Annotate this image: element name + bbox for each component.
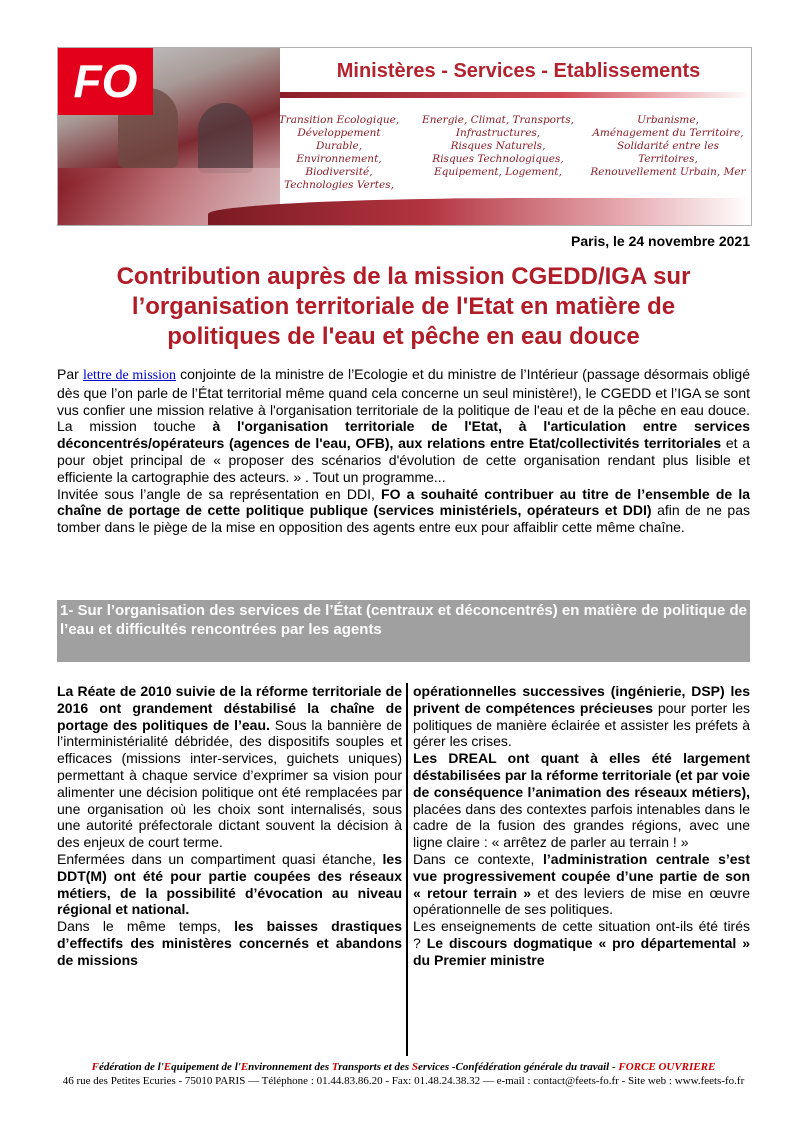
right-paragraph-1: opérationnelles successives (ingénierie, DSP) les privent de compétences précieuses pour porter les politiques de manière éclairée et assister les préfets à gérer les crises. [413,683,750,750]
document-title: Contribution auprès de la mission CGEDD/IGA sur l’organisation territoriale de l'Etat en matière de politiques de l'eau et pêche en eau douce [116,263,691,350]
banner-title: Ministères - Services - Etablissements [336,60,701,82]
themes-column-3: Urbanisme, Aménagement du Territoire, Solidarité entre les Territoires, Renouvellement Urbain, Mer [590,114,746,178]
intro-paragraph-2: Invitée sous l’angle de sa représentation en DDI, FO a souhaité contribuer au titre de l’ensemble de la chaîne de portage de cette politique publique (services ministériels, opérateurs et DDI) afin de ne pas tomber dans le piège de la mise en opposition des agents entre eux pour affaiblir cette même chaîne. [57,485,751,536]
intro-paragraph-1: Par lettre de mission conjointe de la ministre de l’Ecologie et du ministre de l’Intérieur (passage désormais obligé dès que l’on parle de l’État territorial même quand cela concerne un seul ministère!), le CGEDD et l’IGA se sont vus confier une mission relative à l'organisation territoriale de la politique de l'eau et de la pêche en eau douce. La mission touche à l'organisation territoriale de l'Etat, à l'articulation entre services déconcentrés/opérateurs (agences de l'eau, OFB), aux relations entre Etat/collectivités territoriales et a pour objet principal de « proposer des scénarios d'évolution de cette organisation rendant plus lisible et efficiente la cartographie des acteurs. » . Tout un programme... [57,366,750,485]
fo-logo: FO [58,48,153,115]
left-paragraph-2: Enfermées dans un compartiment quasi étanche, les DDT(M) ont été pour partie coupées des réseaux métiers, de la possibilité d’évocation au niveau régional et national. [57,850,402,918]
banner-swoosh-top [280,92,751,98]
left-paragraph-1: La Réate de 2010 suivie de la réforme territoriale de 2016 ont grandement déstabilisé la chaîne de portage des politiques de l’eau. Sous la bannière de l’interministérialité débridée, des dispositifs souples et efficaces (missions inter-services, guichets uniques) permettant à chaque service d’exprimer sa vision pour alimenter une décision politique ont été remplacées par une organisation où les choix sont internalisés, sous une autorité préfectorale dictant souvent la décision à des enjeux de court terme. [57,683,402,851]
right-paragraph-2: Les DREAL ont quant à elles été largement déstabilisées par la réforme territoriale (et par voie de conséquence l’animation des réseaux métiers), placées dans des contextes parfois intenables dans le cadre de la fusion des grandes régions, avec une ligne claire : « arrêtez de parler au terrain ! » [413,750,750,851]
footer-federation: Fédération de l'Equipement de l'Environnement des Transports et des Services -Confédération générale du travail - FORCE OUVRIERE [91,1061,716,1073]
themes-column-2: Energie, Climat, Transports, Infrastructures, Risques Naturels, Risques Technologiques, Equipement, Logement, [422,114,574,178]
header-banner [57,47,752,226]
left-column [57,683,402,969]
right-column [413,683,750,969]
section-heading: 1- Sur l’organisation des services de l’État (centraux et déconcentrés) en matière de politique de l’eau et difficultés rencontrées par les agents [57,600,750,662]
themes-column-1: Transition Ecologique, Développement Durable, Environnement, Biodiversité, Technologies Vertes, [278,114,400,191]
mission-letter-link[interactable]: lettre de mission [82,368,176,383]
right-paragraph-3: Dans ce contexte, l’administration centrale s’est vue progressivement coupée d’une partie de son « retour terrain » et des leviers de mise en œuvre opérationnelle de ses politiques. [413,850,751,918]
left-paragraph-3: Dans le même temps, les baisses drastiques d’effectifs des ministères concernés et abandons de missions [57,918,402,968]
right-paragraph-4: Les enseignements de cette situation ont-ils été tirés ? Le discours dogmatique « pro départemental » du Premier ministre [413,918,750,968]
document-date: Paris, le 24 novembre 2021 [571,233,750,249]
banner-swoosh-bottom [208,198,751,225]
footer [57,1061,750,1087]
intro-text [57,366,750,536]
column-divider [406,683,408,1056]
footer-address: 46 rue des Petites Ecuries - 75010 PARIS — Téléphone : 01.44.83.86.20 - Fax: 01.48.24.38.32 — e-mail : contact@feets-fo.fr - Site web : www.feets-fo.fr [62,1075,745,1087]
